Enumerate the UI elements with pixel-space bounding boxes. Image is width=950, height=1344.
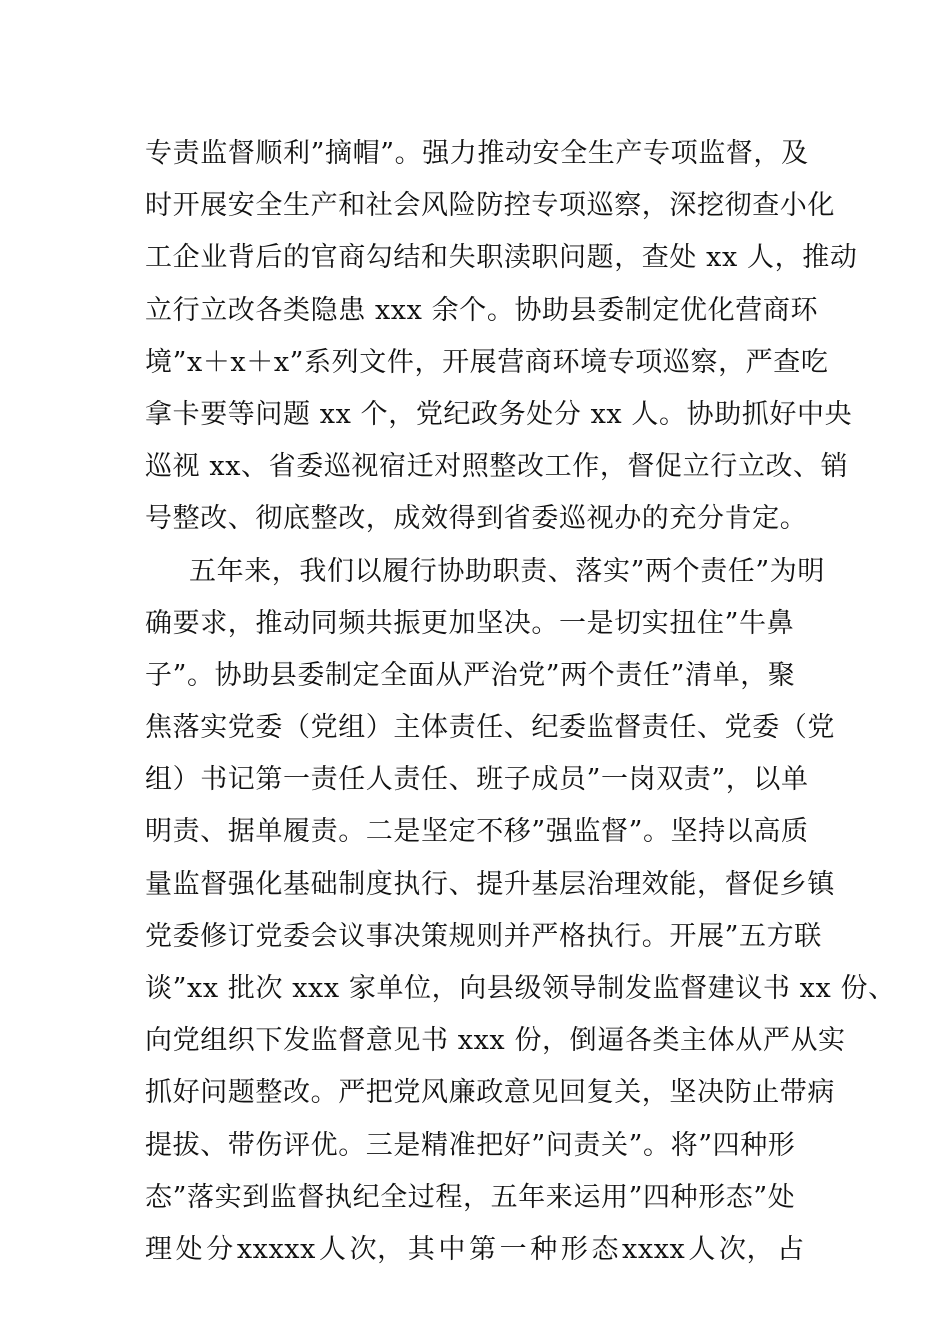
text-line: 谈”xx 批次 xxx 家单位，向县级领导制发监督建议书 xx 份、	[145, 973, 896, 1004]
text-line: 态”落实到监督执纪全过程，五年来运用”四种形态”处	[145, 1181, 796, 1213]
text-segment: 分	[206, 1233, 234, 1265]
text-line: 号整改、彻底整改，成效得到省委巡视办的充分肯定。	[145, 503, 808, 535]
text-line: 五年来，我们以履行协助职责、落实”两个责任”为明	[189, 555, 826, 587]
text-segment: 第	[469, 1233, 497, 1265]
text-segment: 处	[175, 1233, 204, 1265]
text-line: 党委修订党委会议事决策规则并严格执行。开展”五方联	[145, 920, 822, 952]
paragraph-1	[145, 128, 858, 546]
text-segment: 种	[530, 1233, 558, 1265]
text-line-justified	[145, 1224, 805, 1276]
text-segment: 人	[318, 1233, 347, 1265]
text-line: 子”。协助县委制定全面从严治党”两个责任”清单，聚	[145, 659, 796, 691]
text-line: 确要求，推动同频共振更加坚决。一是切实扭住”牛鼻	[145, 607, 795, 639]
text-line: 立行立改各类隐患 xxx 余个。协助县委制定优化营商环	[145, 294, 819, 326]
text-segment: xxxx	[622, 1233, 686, 1265]
text-line: 境”x＋x＋x”系列文件，开展营商环境专项巡察，严查吃	[145, 346, 829, 378]
text-line: 明责、据单履责。二是坚定不移”强监督”。坚持以高质	[145, 816, 809, 848]
text-segment: 其	[407, 1233, 436, 1265]
text-segment: 态	[591, 1233, 620, 1265]
text-line: 时开展安全生产和社会风险防控专项巡察，深挖彻查小化	[145, 190, 835, 222]
text-line: 巡视 xx、省委巡视宿迁对照整改工作，督促立行立改、销	[145, 451, 849, 483]
text-segment: 形	[560, 1233, 589, 1265]
text-line: 工企业背后的官商勾结和失职渎职问题，查处 xx 人，推动	[145, 242, 858, 274]
text-line: 专责监督顺利”摘帽”。强力推动安全生产专项监督，及	[145, 138, 809, 169]
text-segment: 中	[438, 1233, 466, 1265]
text-segment: 理	[145, 1233, 173, 1265]
body-text	[145, 128, 896, 1276]
text-line: 组）书记第一责任人责任、班子成员”一岗双责”，以单	[145, 764, 809, 796]
text-line: 焦落实党委（党组）主体责任、纪委监督责任、党委（党	[145, 712, 835, 744]
text-line: 提拔、带伤评优。三是精准把好”问责关”。将”四种形	[145, 1129, 796, 1161]
text-segment: 一	[499, 1233, 528, 1265]
text-segment: 占	[777, 1233, 805, 1265]
text-segment: 次，	[718, 1233, 775, 1265]
text-line: 量监督强化基础制度执行、提升基层治理效能，督促乡镇	[145, 868, 835, 900]
text-segment: 次，	[349, 1233, 405, 1265]
text-line: 向党组织下发监督意见书 xxx 份，倒逼各类主体从严从实	[145, 1025, 846, 1057]
text-segment: xxxxx	[236, 1233, 316, 1265]
text-segment: 人	[688, 1233, 716, 1265]
text-line: 抓好问题整改。严把党风廉政意见回复关，坚决防止带病	[145, 1077, 835, 1109]
paragraph-2	[145, 546, 896, 1277]
text-line: 拿卡要等问题 xx 个，党纪政务处分 xx 人。协助抓好中央	[145, 398, 853, 430]
